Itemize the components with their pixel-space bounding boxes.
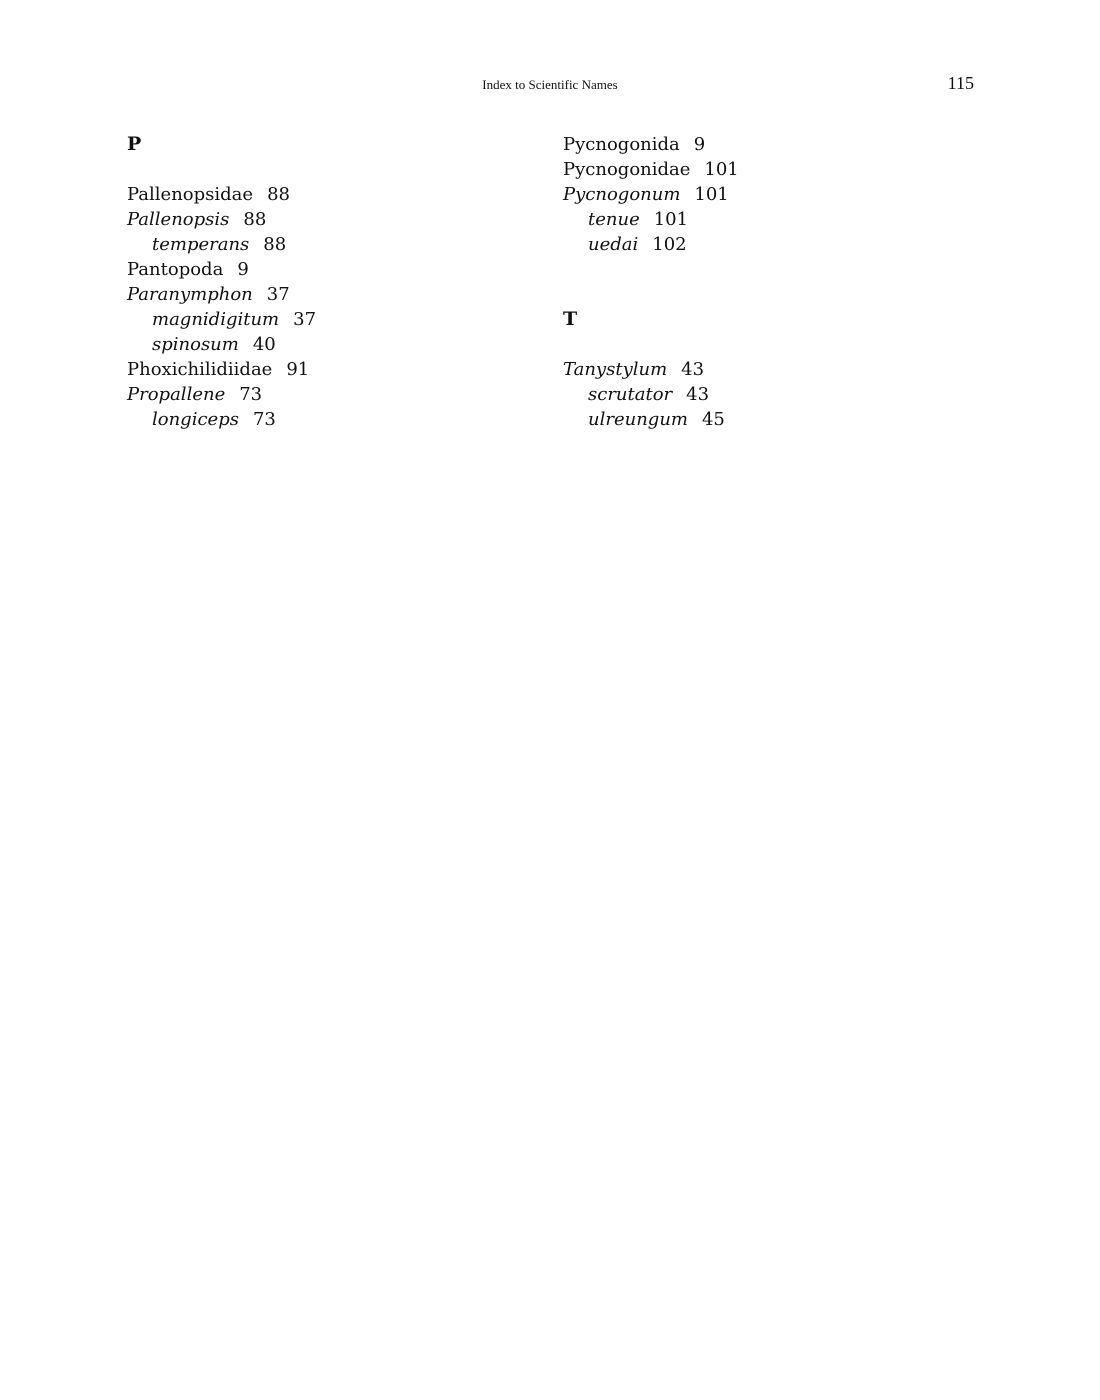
index-page-ref: 91 bbox=[286, 359, 310, 380]
index-term: Phoxichilidiidae bbox=[127, 359, 273, 380]
index-page-ref: 9 bbox=[237, 259, 249, 280]
index-entry bbox=[127, 382, 547, 407]
index-term: temperans bbox=[152, 234, 250, 255]
index-term: Tanystylum bbox=[563, 359, 668, 380]
index-page-ref: 9 bbox=[693, 134, 706, 155]
index-page-ref: 88 bbox=[243, 209, 267, 230]
spacer bbox=[563, 332, 983, 357]
spacer bbox=[563, 282, 983, 307]
index-entry bbox=[127, 207, 547, 232]
index-column-right bbox=[563, 132, 983, 432]
index-entry bbox=[127, 182, 547, 207]
index-page-ref: 101 bbox=[694, 184, 729, 205]
index-subentry bbox=[563, 382, 983, 407]
section-letter: T bbox=[563, 308, 578, 330]
page-number: 115 bbox=[947, 73, 974, 93]
section-letter: P bbox=[127, 133, 142, 155]
index-entry bbox=[563, 157, 983, 182]
index-term: Paranymphon bbox=[127, 284, 253, 305]
index-term: Pallenopsis bbox=[127, 209, 230, 230]
spacer bbox=[563, 257, 983, 282]
index-subentry bbox=[563, 407, 983, 432]
index-subentry bbox=[127, 232, 547, 257]
index-page-ref: 43 bbox=[681, 359, 705, 380]
running-head: Index to Scientific Names bbox=[482, 77, 618, 92]
index-page-ref: 101 bbox=[653, 209, 689, 230]
index-term: Pantopoda bbox=[127, 259, 224, 280]
index-page-ref: 88 bbox=[263, 234, 287, 255]
index-term: scrutator bbox=[588, 384, 673, 405]
index-page-ref: 101 bbox=[704, 159, 739, 180]
index-entry bbox=[563, 182, 983, 207]
index-term: tenue bbox=[588, 209, 640, 230]
index-page-ref: 102 bbox=[652, 234, 687, 255]
index-entry bbox=[563, 132, 983, 157]
index-term: magnidigitum bbox=[152, 309, 280, 330]
index-term: Pallenopsidae bbox=[127, 184, 254, 205]
index-term: spinosum bbox=[152, 334, 239, 355]
index-term: uedai bbox=[588, 234, 639, 255]
index-term: Propallene bbox=[127, 384, 226, 405]
index-entry bbox=[563, 357, 983, 382]
index-page-ref: 43 bbox=[686, 384, 710, 405]
index-entry bbox=[127, 282, 547, 307]
index-entry bbox=[127, 357, 547, 382]
index-term: Pycnogonidae bbox=[563, 159, 691, 180]
index-term: longiceps bbox=[152, 409, 239, 430]
index-page-ref: 45 bbox=[701, 409, 725, 430]
index-subentry bbox=[563, 232, 983, 257]
index-page-ref: 73 bbox=[252, 409, 276, 430]
index-page-ref: 88 bbox=[267, 184, 290, 205]
index-subentry bbox=[127, 307, 547, 332]
index-subentry bbox=[127, 407, 547, 432]
index-term: Pycnogonida bbox=[563, 134, 680, 155]
index-page-ref: 37 bbox=[266, 284, 290, 305]
index-subentry bbox=[563, 207, 983, 232]
index-page-ref: 40 bbox=[252, 334, 276, 355]
spacer bbox=[127, 157, 547, 182]
index-term: Pycnogonum bbox=[563, 184, 681, 205]
index-term: ulreungum bbox=[588, 409, 688, 430]
index-column-left bbox=[127, 132, 547, 432]
index-entry bbox=[127, 257, 547, 282]
index-page-ref: 73 bbox=[239, 384, 263, 405]
index-subentry bbox=[127, 332, 547, 357]
index-page-ref: 37 bbox=[293, 309, 317, 330]
